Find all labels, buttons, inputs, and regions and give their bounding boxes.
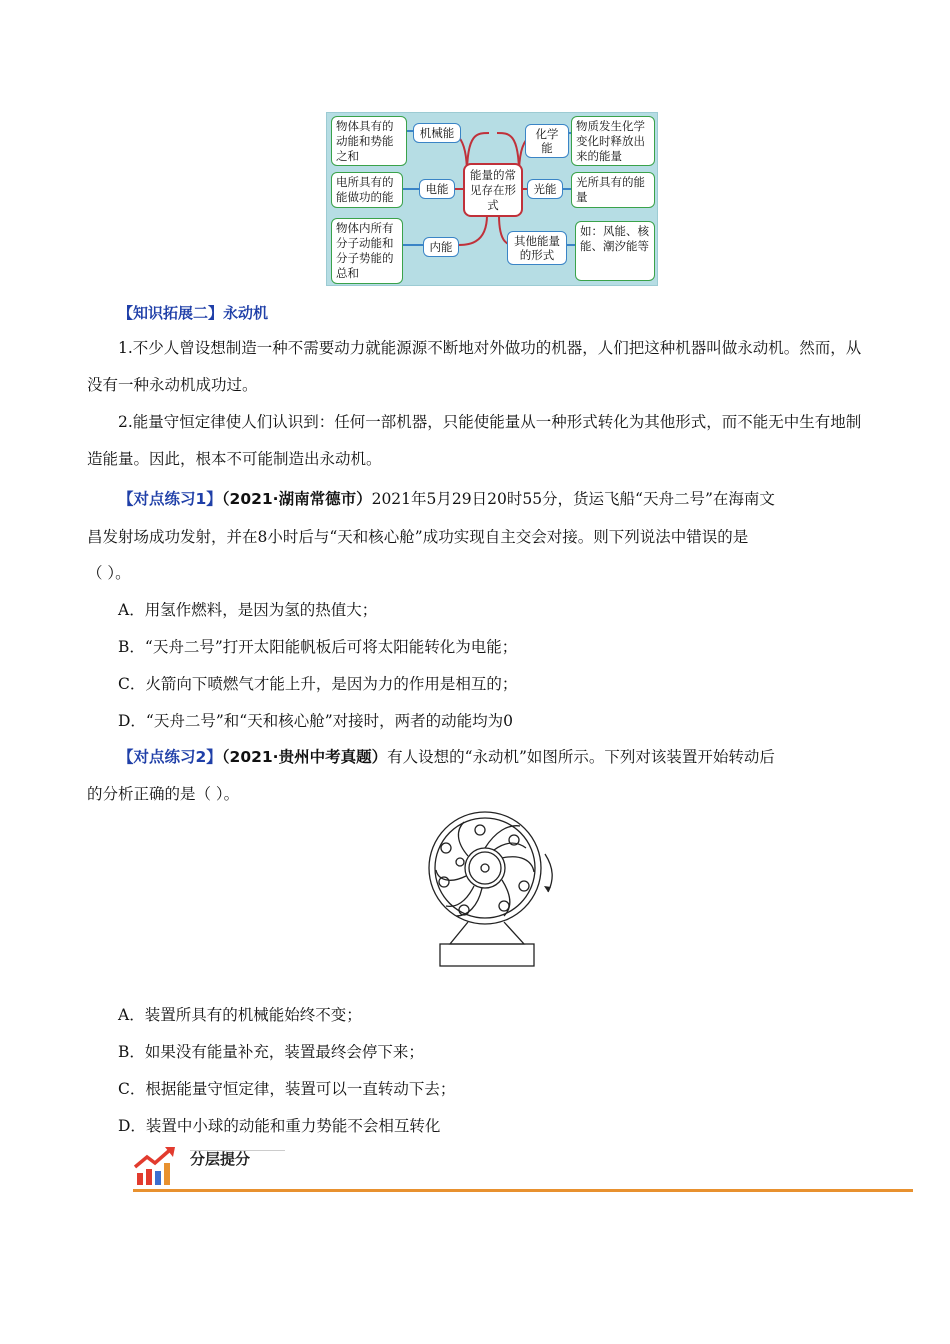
mindmap-desc-internal: 物体内所有分子动能和分子势能的总和 bbox=[331, 218, 403, 284]
section-divider bbox=[133, 1189, 913, 1192]
exercise-2-option-a: A．装置所具有的机械能始终不变； bbox=[118, 1006, 362, 1024]
exercise-2-stem-text-1: 有人设想的“永动机”如图所示。下列对该装置开始转动后 bbox=[387, 748, 775, 766]
mindmap-node-light: 光能 bbox=[527, 179, 563, 199]
mindmap-node-electric: 电能 bbox=[419, 179, 455, 199]
exercise-1-option-b: B．“天舟二号”打开太阳能帆板后可将太阳能转化为电能； bbox=[118, 638, 518, 656]
mindmap-desc-chemical: 物质发生化学变化时释放出来的能量 bbox=[571, 116, 655, 166]
mindmap-desc-light: 光所具有的能量 bbox=[571, 172, 655, 208]
exercise-1-stem-text-1: 2021年5月29日20时55分，货运飞船“天舟二号”在海南文 bbox=[371, 490, 775, 508]
exercise-2-stem-line-2: 的分析正确的是（ ）。 bbox=[87, 785, 240, 803]
mindmap-node-mechanical: 机械能 bbox=[413, 123, 461, 143]
exercise-1-source: （2021·湖南常德市） bbox=[221, 490, 372, 508]
exercise-1-option-d: D．“天舟二号”和“天和核心舱”对接时，两者的动能均为0 bbox=[118, 712, 513, 730]
perpetual-motion-wheel-figure bbox=[420, 810, 565, 972]
mindmap-node-chemical: 化学能 bbox=[525, 124, 569, 158]
mindmap-desc-other: 如：风能、核能、潮汐能等 bbox=[575, 221, 655, 281]
exercise-1-option-c: C．火箭向下喷燃气才能上升，是因为力的作用是相互的； bbox=[118, 675, 518, 693]
mindmap-desc-electric: 电所具有的能做功的能 bbox=[331, 172, 403, 208]
section-title: 分层提分 bbox=[190, 1150, 251, 1168]
exercise-2-stem-line-1 bbox=[118, 745, 775, 767]
exercise-2-option-b: B．如果没有能量补充，装置最终会停下来； bbox=[118, 1043, 424, 1061]
mindmap-node-internal: 内能 bbox=[423, 237, 459, 257]
exercise-1-option-a: A．用氢作燃料，是因为氢的热值大； bbox=[118, 601, 378, 619]
mindmap-node-other: 其他能量的形式 bbox=[507, 231, 567, 265]
knowledge-paragraph-1: 1.不少人曾设想制造一种不需要动力就能源源不断地对外做功的机器，人们把这种机器叫做永动机。然而，从没有一种永动机成功过。 bbox=[87, 339, 862, 394]
exercise-2-source: （2021·贵州中考真题） bbox=[221, 748, 388, 766]
knowledge-heading: 【知识拓展二】永动机 bbox=[118, 304, 269, 322]
mindmap-center: 能量的常见存在形式 bbox=[463, 163, 523, 217]
exercise-1-stem-line-2: 昌发射场成功发射，并在8小时后与“天和核心舱”成功实现自主交会对接。则下列说法中错误的是 bbox=[87, 528, 749, 546]
knowledge-paragraph-2: 2.能量守恒定律使人们认识到：任何一部机器，只能使能量从一种形式转化为其他形式，而不能无中生有地制造能量。因此，根本不可能制造出永动机。 bbox=[87, 413, 862, 468]
exercise-1-stem-line-3: （ ）。 bbox=[87, 564, 131, 582]
exercise-1-stem-line-1 bbox=[118, 487, 775, 509]
energy-forms-mindmap bbox=[326, 112, 658, 286]
mindmap-desc-mechanical: 物体具有的动能和势能之和 bbox=[331, 116, 407, 166]
growth-chart-icon bbox=[133, 1145, 177, 1187]
exercise-2-option-d: D．装置中小球的动能和重力势能不会相互转化 bbox=[118, 1117, 441, 1135]
exercise-1-tag: 【对点练习1】 bbox=[118, 490, 222, 508]
exercise-2-tag: 【对点练习2】 bbox=[118, 748, 222, 766]
exercise-2-option-c: C．根据能量守恒定律，装置可以一直转动下去； bbox=[118, 1080, 456, 1098]
